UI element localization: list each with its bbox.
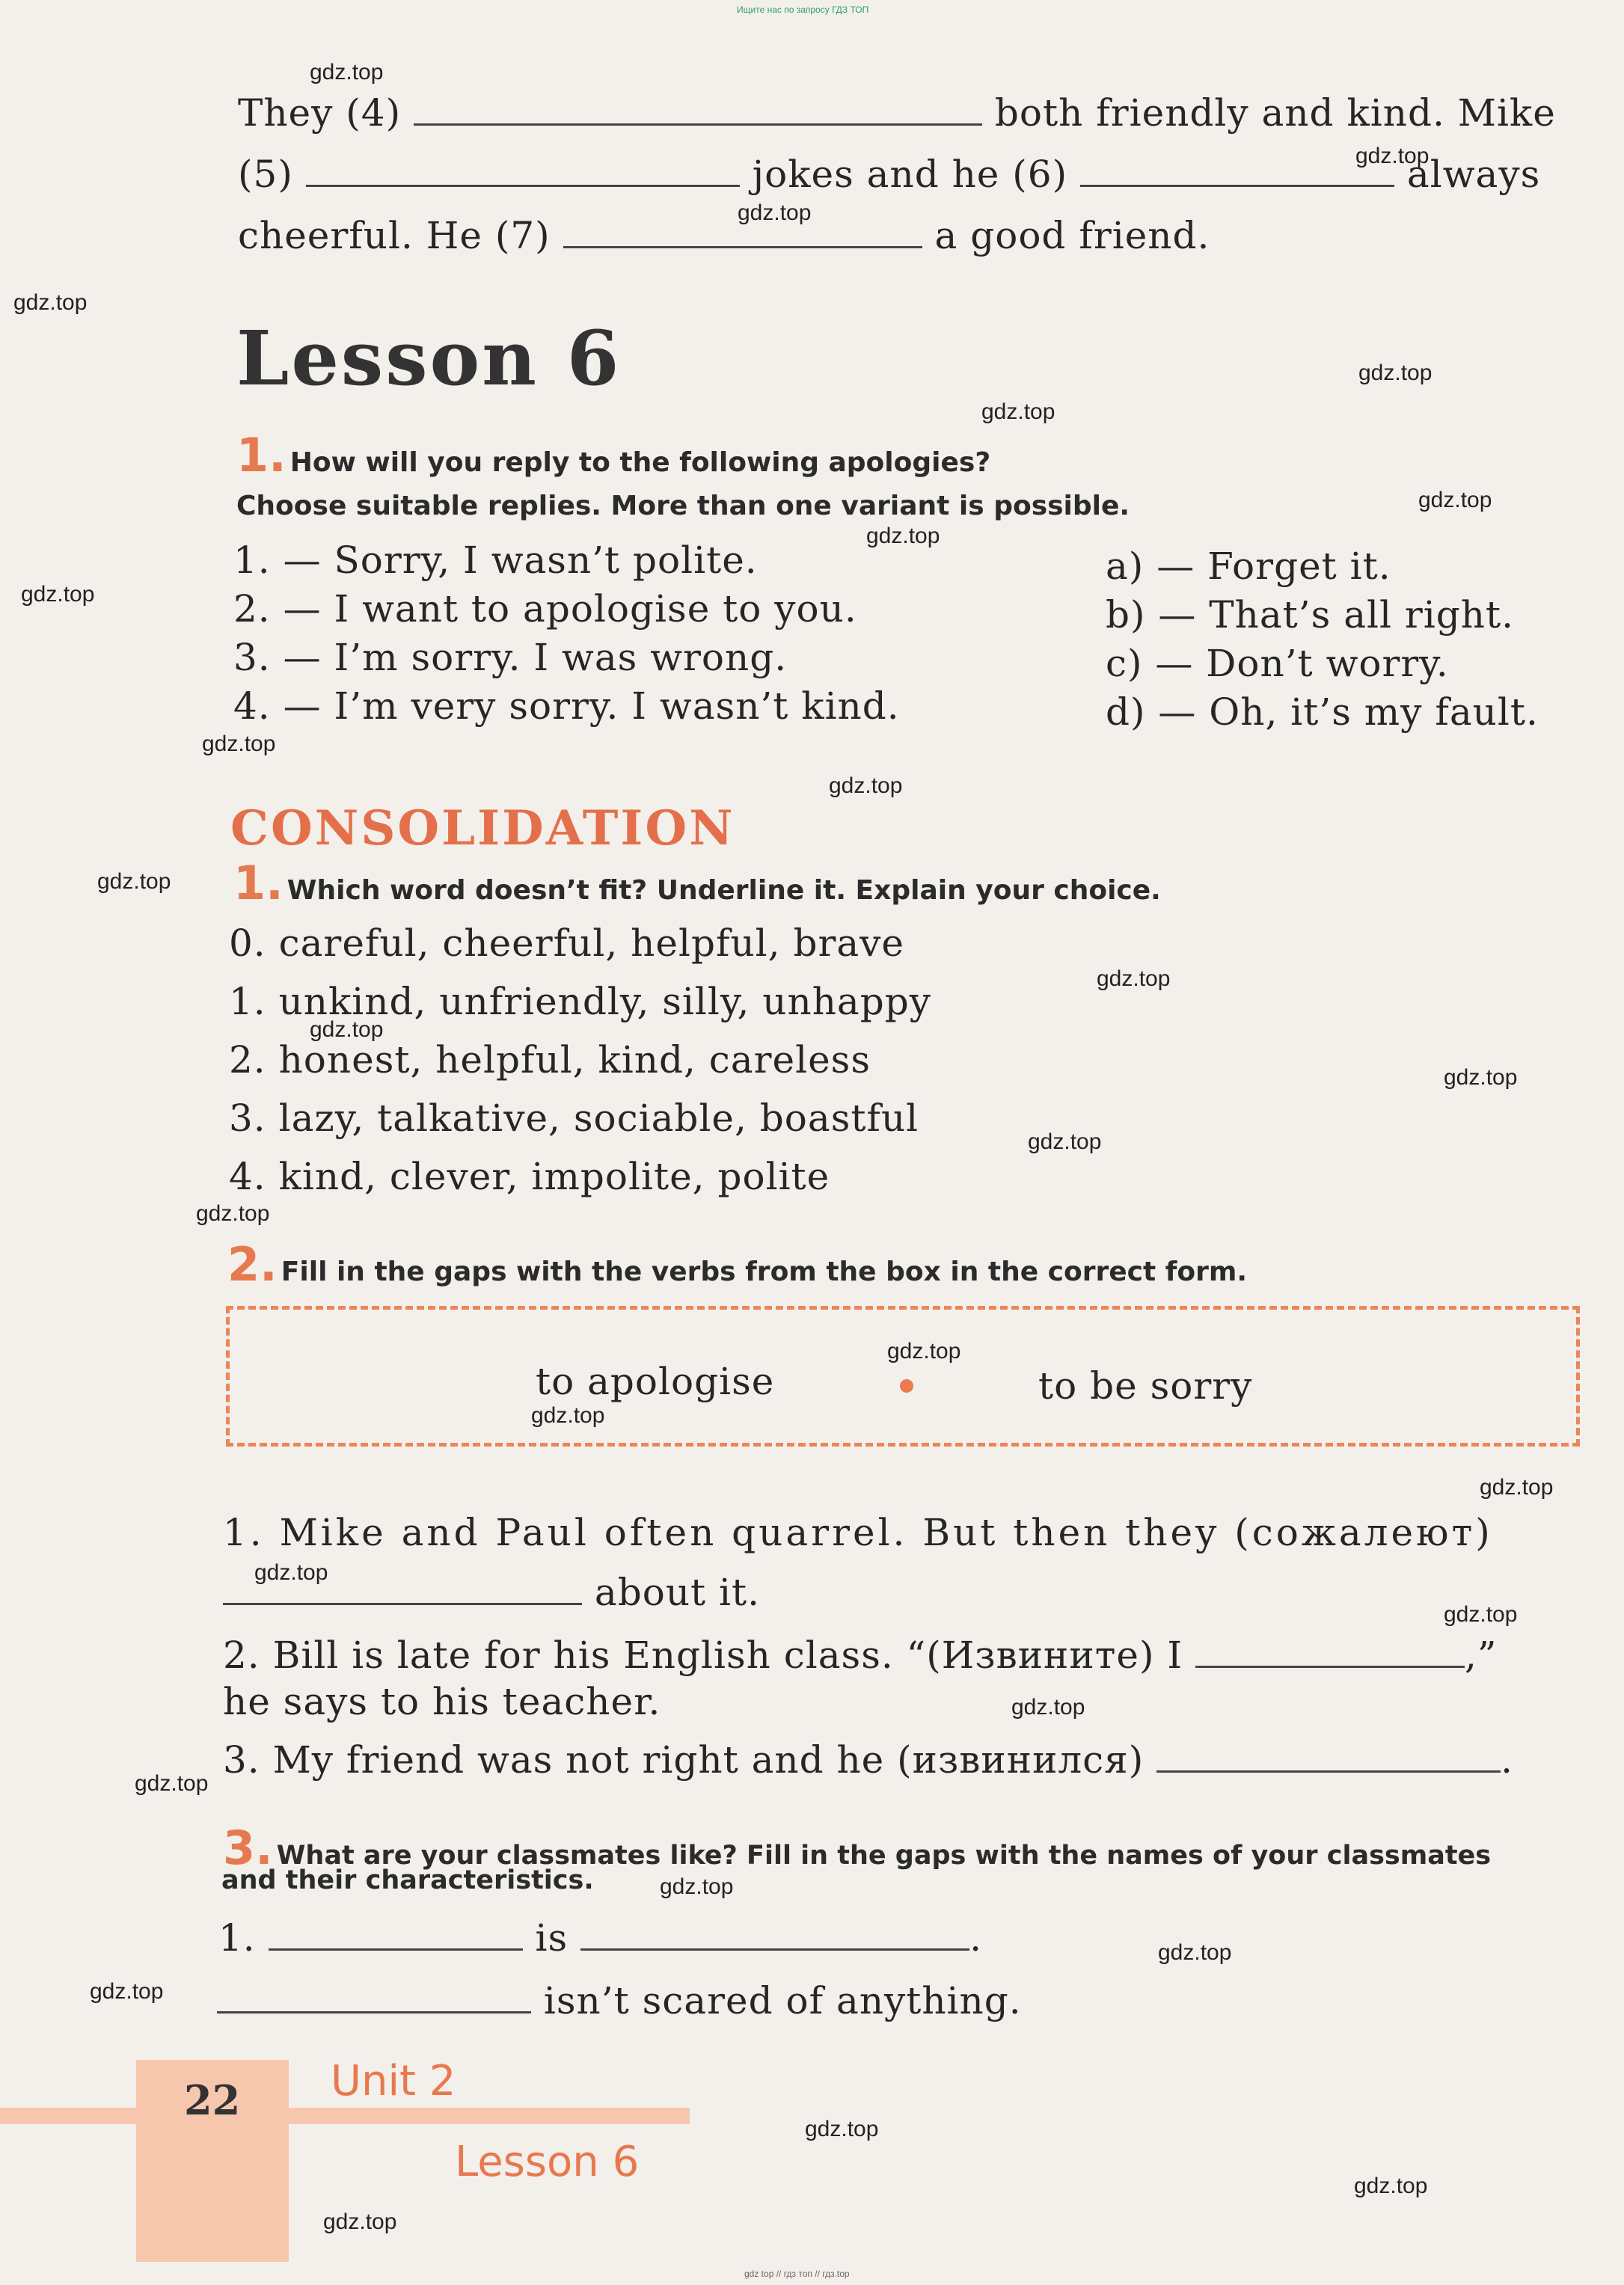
word-set-3: 3. lazy, talkative, sociable, boastful — [229, 1097, 919, 1140]
watermark: gdz.top — [202, 731, 276, 756]
watermark: gdz.top — [13, 290, 88, 315]
watermark: gdz.top — [1355, 144, 1430, 168]
blank-s3[interactable] — [1156, 1740, 1501, 1773]
watermark: gdz.top — [981, 399, 1055, 424]
sentence-2-line-1: 2. Bill is late for his English class. “(Извините) I ,” — [223, 1634, 1498, 1677]
watermark: gdz.top — [866, 524, 940, 548]
apology-4: 4. — I’m very sorry. I wasn’t kind. — [233, 684, 900, 728]
watermark: gdz.top — [196, 1201, 270, 1226]
intro-line-1: They (4) both friendly and kind. Mike — [238, 91, 1556, 135]
watermark: gdz.top — [1097, 966, 1171, 991]
word-set-2: 2. honest, helpful, kind, careless — [229, 1038, 871, 1082]
sentence-1-line-2: about it. — [223, 1571, 760, 1614]
watermark: gdz.top — [310, 1017, 384, 1042]
blank-4[interactable] — [414, 93, 982, 126]
blank-characteristic-1[interactable] — [580, 1919, 969, 1951]
watermark: gdz.top — [323, 2209, 397, 2234]
c-ex1-heading: 1. Which word doesn’t fit? Underline it. Explain your choice. — [233, 856, 1161, 910]
sentence-2-line-2: he says to his teacher. — [223, 1680, 661, 1723]
classmates-line-2: isn’t scared of anything. — [217, 1979, 1022, 2022]
top-note: Ищите нас по запросу ГДЗ ТОП — [737, 4, 869, 15]
blank-5[interactable] — [306, 155, 740, 187]
classmates-line-1: 1. is . — [218, 1916, 982, 1960]
apology-1: 1. — Sorry, I wasn’t polite. — [233, 539, 758, 582]
watermark: gdz.top — [1028, 1129, 1102, 1154]
apology-3: 3. — I’m sorry. I was wrong. — [233, 636, 788, 679]
ex1-heading: 1. How will you reply to the following apologies? — [236, 428, 991, 482]
blank-s2[interactable] — [1195, 1636, 1465, 1668]
word-set-1: 1. unkind, unfriendly, silly, unhappy — [229, 980, 931, 1023]
c-ex3-instruction-2: and their characteristics. — [221, 1865, 594, 1895]
watermark: gdz.top — [1011, 1695, 1085, 1720]
box-word-be-sorry: to be sorry — [1038, 1364, 1253, 1408]
watermark: gdz.top — [1354, 2174, 1428, 2198]
watermark: gdz.top — [1444, 1065, 1518, 1090]
watermark: gdz.top — [97, 869, 171, 894]
word-set-4: 4. kind, clever, impolite, polite — [229, 1155, 830, 1198]
watermark: gdz.top — [738, 200, 812, 225]
watermark: gdz.top — [90, 1979, 164, 2004]
reply-c: c) — Don’t worry. — [1106, 642, 1449, 685]
consolidation-title: CONSOLIDATION — [230, 800, 735, 856]
footer-lesson: Lesson 6 — [455, 2138, 640, 2186]
intro-line-3: cheerful. He (7) a good friend. — [238, 214, 1210, 257]
watermark: gdz.top — [21, 582, 95, 607]
watermark: gdz.top — [1418, 488, 1492, 512]
reply-d: d) — Oh, it’s my fault. — [1106, 690, 1539, 734]
intro-line-2: (5) jokes and he (6) always — [238, 153, 1541, 196]
footer-bar — [0, 2108, 690, 2124]
blank-name-1[interactable] — [269, 1919, 523, 1951]
sentence-3: 3. My friend was not right and he (извинился) . — [223, 1738, 1514, 1782]
watermark: gdz.top — [660, 1874, 734, 1899]
footer-unit: Unit 2 — [331, 2057, 456, 2105]
ex1-instruction-2: Choose suitable replies. More than one variant is possible. — [236, 491, 1130, 521]
watermark: gdz.top — [829, 773, 903, 798]
c-ex2-heading: 2. Fill in the gaps with the verbs from the box in the correct form. — [227, 1237, 1248, 1292]
lesson-title: Lesson 6 — [236, 314, 622, 402]
box-word-apologise: to apologise — [536, 1360, 775, 1403]
watermark: gdz.top — [887, 1339, 961, 1364]
watermark: gdz.top — [135, 1771, 209, 1796]
reply-b: b) — That’s all right. — [1106, 593, 1514, 637]
watermark: gdz.top — [1480, 1475, 1554, 1500]
c-ex3-heading: 3. What are your classmates like? Fill in the gaps with the names of your classmates — [223, 1821, 1492, 1875]
blank-6[interactable] — [1080, 155, 1394, 187]
watermark: gdz.top — [1158, 1940, 1232, 1965]
watermark: gdz.top — [531, 1403, 605, 1428]
separator-dot — [900, 1379, 913, 1393]
page-number: 22 — [184, 2076, 241, 2124]
watermark: gdz.top — [310, 60, 384, 85]
watermark: gdz.top — [1358, 361, 1433, 385]
reply-a: a) — Forget it. — [1106, 545, 1391, 588]
word-set-0: 0. careful, cheerful, helpful, brave — [229, 921, 904, 965]
apology-2: 2. — I want to apologise to you. — [233, 587, 857, 631]
bottom-note: gdz top // гдз топ // гдз.top — [744, 2269, 850, 2279]
watermark: gdz.top — [1444, 1602, 1518, 1627]
word-box — [226, 1306, 1580, 1447]
watermark: gdz.top — [805, 2117, 879, 2141]
sentence-1-line-1: 1. Mike and Paul often quarrel. But then they (сожалеют) — [223, 1511, 1493, 1554]
blank-name-2[interactable] — [217, 1981, 531, 2013]
watermark: gdz.top — [254, 1560, 328, 1585]
